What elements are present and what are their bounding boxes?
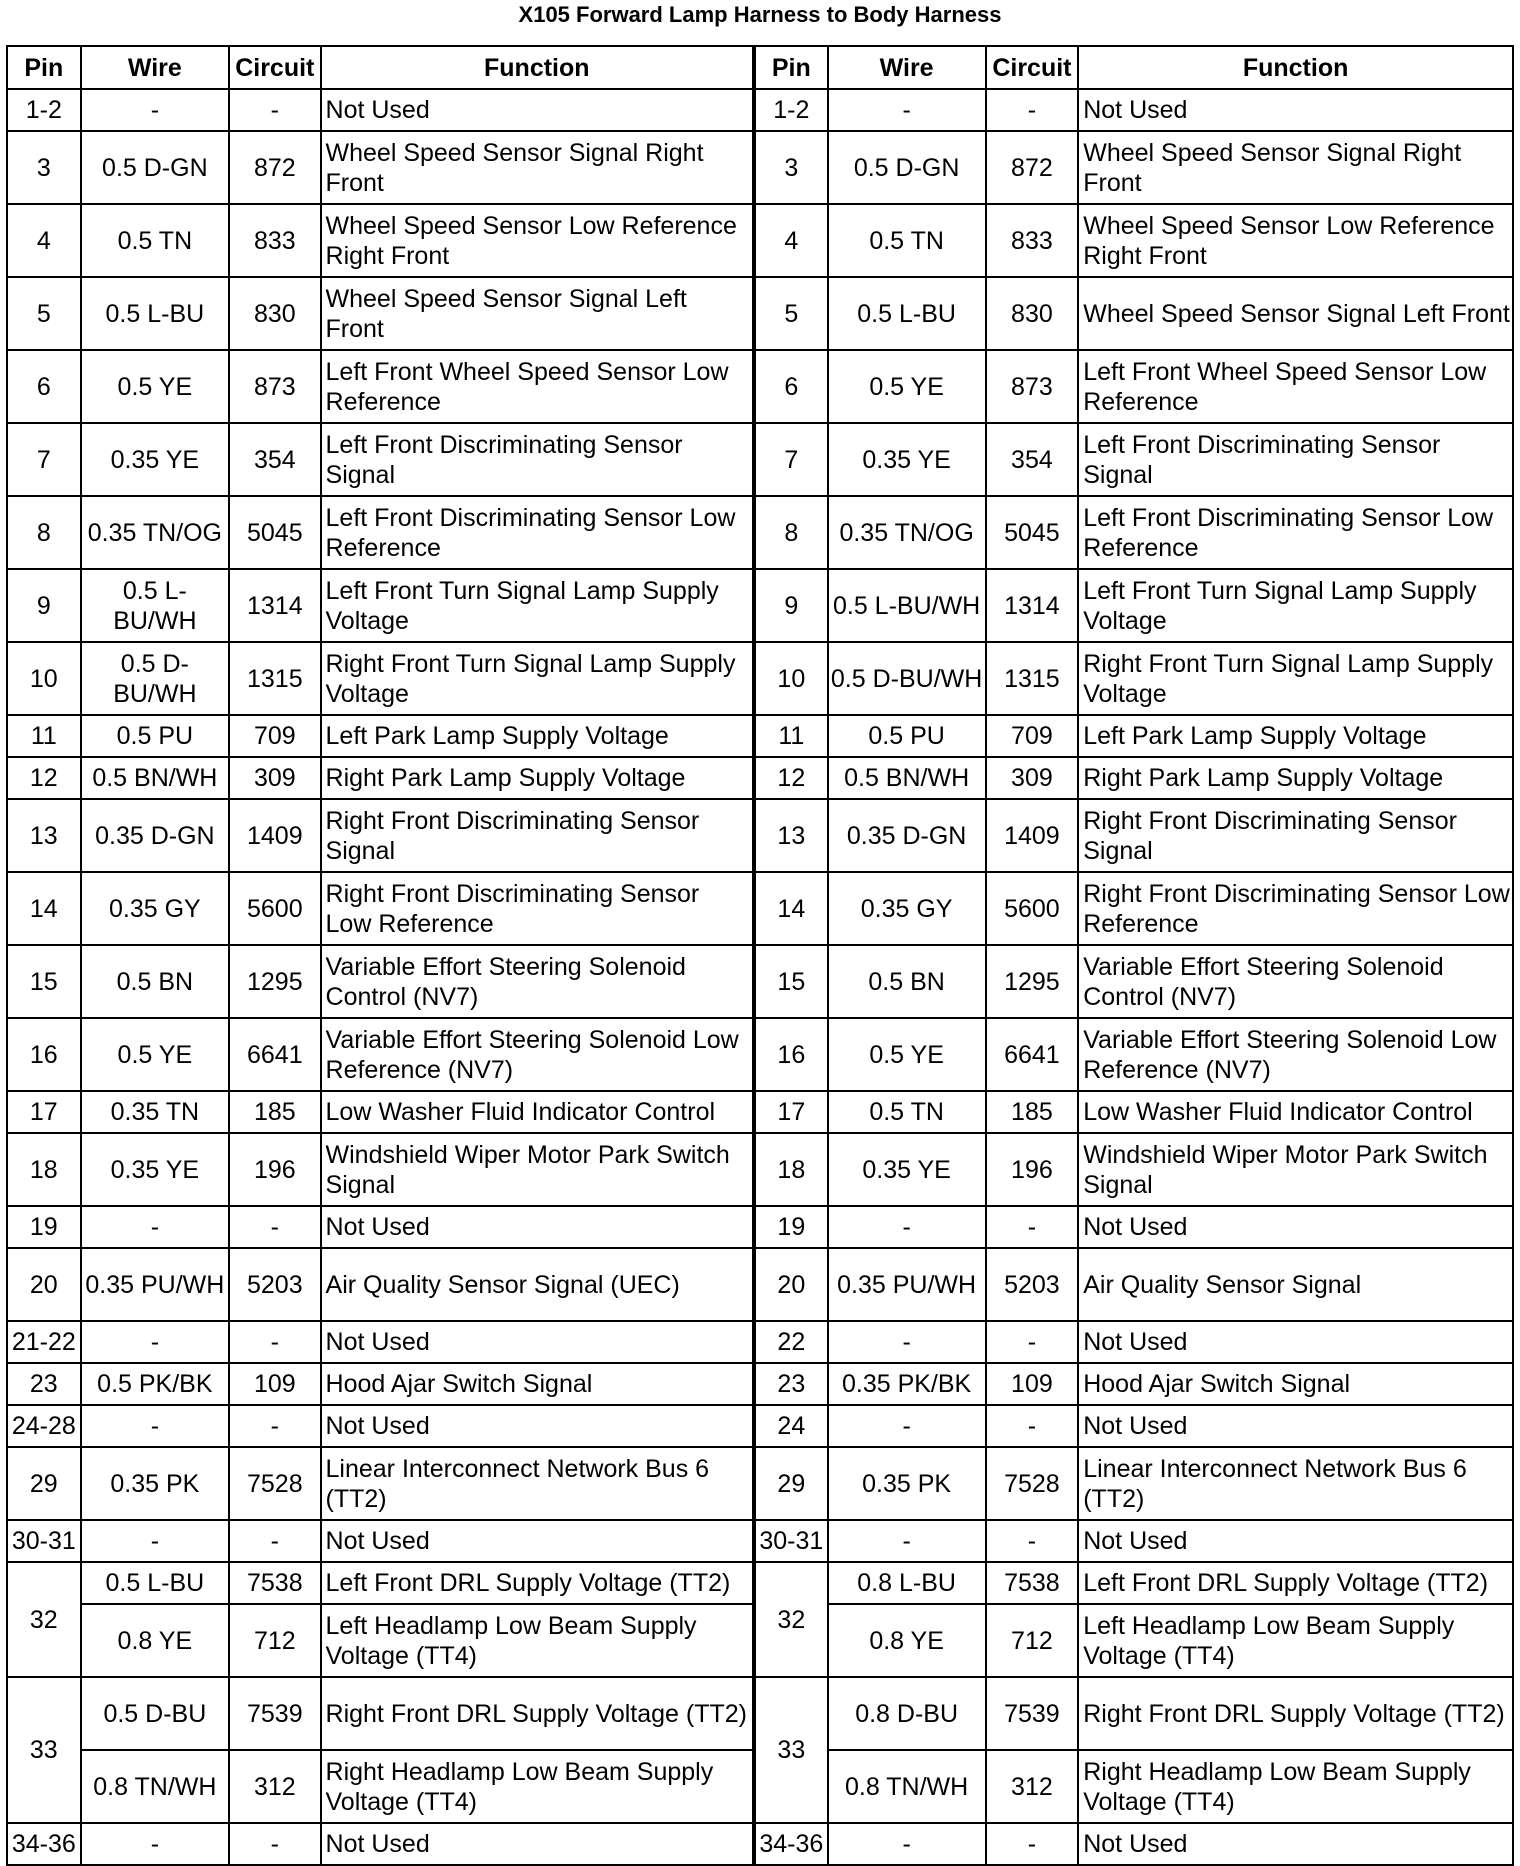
cell-wire: - <box>81 1520 229 1562</box>
cell-circuit: 712 <box>986 1604 1079 1677</box>
header-wire: Wire <box>81 46 229 89</box>
cell-circuit: - <box>986 1823 1079 1865</box>
cell-circuit: 830 <box>229 277 320 350</box>
cell-wire: 0.8 YE <box>828 1604 986 1677</box>
table-row <box>7 89 1513 131</box>
cell-pin: 34-36 <box>7 1823 81 1865</box>
cell-function: Wheel Speed Sensor Signal Left Front <box>321 277 755 350</box>
table-row <box>7 1562 1513 1604</box>
cell-circuit: - <box>229 1405 320 1447</box>
table-row <box>7 757 1513 799</box>
cell-circuit: 7538 <box>229 1562 320 1604</box>
cell-wire: 0.35 PU/WH <box>828 1248 986 1321</box>
cell-pin: 16 <box>754 1018 828 1091</box>
cell-pin: 9 <box>7 569 81 642</box>
cell-pin: 13 <box>754 799 828 872</box>
table-row <box>7 569 1513 642</box>
cell-circuit: 5203 <box>229 1248 320 1321</box>
cell-function: Right Front DRL Supply Voltage (TT2) <box>1078 1677 1513 1750</box>
cell-circuit: 1315 <box>229 642 320 715</box>
cell-pin: 32 <box>754 1562 828 1677</box>
cell-wire: 0.35 PK <box>828 1447 986 1520</box>
cell-circuit: 196 <box>986 1133 1079 1206</box>
cell-wire: - <box>828 1520 986 1562</box>
cell-pin: 22 <box>754 1321 828 1363</box>
cell-pin: 18 <box>7 1133 81 1206</box>
cell-function: Right Front Discriminating Sensor Signal <box>1078 799 1513 872</box>
cell-circuit: 196 <box>229 1133 320 1206</box>
cell-circuit: 6641 <box>986 1018 1079 1091</box>
cell-circuit: 833 <box>986 204 1079 277</box>
cell-circuit: 833 <box>229 204 320 277</box>
cell-circuit: 7528 <box>229 1447 320 1520</box>
cell-pin: 6 <box>7 350 81 423</box>
cell-circuit: 7538 <box>986 1562 1079 1604</box>
cell-circuit: - <box>229 1520 320 1562</box>
cell-function: Not Used <box>321 1520 755 1562</box>
cell-wire: 0.35 YE <box>81 1133 229 1206</box>
cell-function: Left Front Discriminating Sensor Signal <box>321 423 755 496</box>
cell-pin: 23 <box>754 1363 828 1405</box>
table-row <box>7 872 1513 945</box>
cell-pin: 21-22 <box>7 1321 81 1363</box>
table-row <box>7 1405 1513 1447</box>
cell-function: Not Used <box>321 89 755 131</box>
cell-function: Left Front Turn Signal Lamp Supply Voltage <box>321 569 755 642</box>
cell-pin: 12 <box>754 757 828 799</box>
cell-wire: 0.5 TN <box>828 204 986 277</box>
cell-wire: 0.5 BN <box>81 945 229 1018</box>
cell-circuit: 5600 <box>229 872 320 945</box>
cell-function: Right Front Discriminating Sensor Signal <box>321 799 755 872</box>
cell-wire: - <box>81 1206 229 1248</box>
cell-circuit: 712 <box>229 1604 320 1677</box>
cell-wire: 0.8 TN/WH <box>828 1750 986 1823</box>
cell-function: Linear Interconnect Network Bus 6 (TT2) <box>1078 1447 1513 1520</box>
cell-function: Left Front DRL Supply Voltage (TT2) <box>321 1562 755 1604</box>
cell-wire: 0.8 D-BU <box>828 1677 986 1750</box>
cell-pin: 10 <box>754 642 828 715</box>
cell-function: Windshield Wiper Motor Park Switch Signal <box>1078 1133 1513 1206</box>
cell-circuit: 109 <box>229 1363 320 1405</box>
table-row <box>7 1321 1513 1363</box>
cell-pin: 23 <box>7 1363 81 1405</box>
cell-pin: 7 <box>7 423 81 496</box>
table-row <box>7 277 1513 350</box>
cell-function: Low Washer Fluid Indicator Control <box>1078 1091 1513 1133</box>
table-row <box>7 799 1513 872</box>
cell-function: Left Front Wheel Speed Sensor Low Reference <box>1078 350 1513 423</box>
cell-pin: 5 <box>7 277 81 350</box>
cell-circuit: - <box>229 89 320 131</box>
pin-rows <box>7 89 1513 1865</box>
cell-circuit: 1295 <box>986 945 1079 1018</box>
cell-pin: 3 <box>754 131 828 204</box>
table-row <box>7 1520 1513 1562</box>
cell-pin: 18 <box>754 1133 828 1206</box>
cell-pin: 30-31 <box>7 1520 81 1562</box>
cell-wire: 0.5 BN/WH <box>828 757 986 799</box>
cell-pin: 14 <box>754 872 828 945</box>
cell-pin: 1-2 <box>7 89 81 131</box>
cell-function: Left Front Discriminating Sensor Low Reference <box>1078 496 1513 569</box>
cell-wire: 0.35 D-GN <box>828 799 986 872</box>
cell-function: Left Park Lamp Supply Voltage <box>1078 715 1513 757</box>
table-row <box>7 1248 1513 1321</box>
cell-function: Left Front Discriminating Sensor Low Reference <box>321 496 755 569</box>
cell-pin: 3 <box>7 131 81 204</box>
cell-function: Hood Ajar Switch Signal <box>1078 1363 1513 1405</box>
cell-circuit: 1315 <box>986 642 1079 715</box>
cell-pin: 11 <box>7 715 81 757</box>
cell-pin: 24 <box>754 1405 828 1447</box>
table-row <box>7 1133 1513 1206</box>
cell-wire: 0.5 BN/WH <box>81 757 229 799</box>
cell-wire: 0.35 GY <box>828 872 986 945</box>
cell-function: Right Front Turn Signal Lamp Supply Voltage <box>1078 642 1513 715</box>
cell-wire: 0.5 YE <box>81 350 229 423</box>
cell-circuit: 1409 <box>229 799 320 872</box>
cell-function: Linear Interconnect Network Bus 6 (TT2) <box>321 1447 755 1520</box>
cell-function: Not Used <box>1078 1321 1513 1363</box>
cell-function: Left Park Lamp Supply Voltage <box>321 715 755 757</box>
cell-function: Left Headlamp Low Beam Supply Voltage (TT4) <box>321 1604 755 1677</box>
table-row <box>7 1091 1513 1133</box>
cell-wire: 0.5 PU <box>828 715 986 757</box>
cell-pin: 5 <box>754 277 828 350</box>
cell-wire: 0.5 L-BU <box>81 277 229 350</box>
cell-function: Not Used <box>1078 1823 1513 1865</box>
cell-wire: 0.35 D-GN <box>81 799 229 872</box>
cell-pin: 7 <box>754 423 828 496</box>
connector-pinout-table <box>6 45 1514 1866</box>
cell-wire: 0.35 TN/OG <box>81 496 229 569</box>
cell-wire: 0.35 TN <box>81 1091 229 1133</box>
cell-circuit: 354 <box>986 423 1079 496</box>
cell-wire: 0.5 D-GN <box>828 131 986 204</box>
cell-circuit: 309 <box>986 757 1079 799</box>
cell-pin: 15 <box>754 945 828 1018</box>
cell-pin: 33 <box>754 1677 828 1823</box>
cell-wire: 0.5 D-BU <box>81 1677 229 1750</box>
cell-circuit: - <box>229 1823 320 1865</box>
page-title: X105 Forward Lamp Harness to Body Harness <box>518 2 1002 27</box>
cell-wire: 0.35 YE <box>828 1133 986 1206</box>
cell-pin: 29 <box>7 1447 81 1520</box>
cell-circuit: - <box>229 1206 320 1248</box>
table-row <box>7 204 1513 277</box>
cell-pin: 29 <box>754 1447 828 1520</box>
cell-function: Right Front Discriminating Sensor Low Reference <box>321 872 755 945</box>
table-row <box>7 945 1513 1018</box>
header-pin: Pin <box>754 46 828 89</box>
cell-wire: 0.5 BN <box>828 945 986 1018</box>
cell-function: Not Used <box>1078 1405 1513 1447</box>
cell-pin: 33 <box>7 1677 81 1823</box>
header-circuit: Circuit <box>229 46 320 89</box>
cell-wire: 0.5 L-BU <box>828 277 986 350</box>
table-row <box>7 1823 1513 1865</box>
cell-function: Right Park Lamp Supply Voltage <box>321 757 755 799</box>
cell-circuit: 5045 <box>229 496 320 569</box>
cell-function: Windshield Wiper Motor Park Switch Signal <box>321 1133 755 1206</box>
cell-circuit: 1314 <box>986 569 1079 642</box>
cell-pin: 24-28 <box>7 1405 81 1447</box>
cell-circuit: 709 <box>229 715 320 757</box>
cell-circuit: 1295 <box>229 945 320 1018</box>
cell-circuit: 709 <box>986 715 1079 757</box>
cell-wire: - <box>81 1823 229 1865</box>
table-row <box>7 642 1513 715</box>
cell-circuit: 872 <box>229 131 320 204</box>
cell-pin: 20 <box>7 1248 81 1321</box>
cell-wire: - <box>828 89 986 131</box>
table-row <box>7 1447 1513 1520</box>
cell-circuit: 309 <box>229 757 320 799</box>
cell-pin: 13 <box>7 799 81 872</box>
cell-function: Left Front Wheel Speed Sensor Low Reference <box>321 350 755 423</box>
cell-wire: 0.5 TN <box>828 1091 986 1133</box>
table-row <box>7 1018 1513 1091</box>
table-row <box>7 1363 1513 1405</box>
cell-function: Not Used <box>321 1321 755 1363</box>
cell-wire: 0.5 D-GN <box>81 131 229 204</box>
cell-function: Air Quality Sensor Signal (UEC) <box>321 1248 755 1321</box>
header-pin: Pin <box>7 46 81 89</box>
cell-wire: - <box>81 89 229 131</box>
cell-pin: 11 <box>754 715 828 757</box>
cell-wire: 0.5 PK/BK <box>81 1363 229 1405</box>
header-row <box>7 46 1513 89</box>
cell-wire: 0.5 L-BU <box>81 1562 229 1604</box>
cell-pin: 10 <box>7 642 81 715</box>
cell-function: Variable Effort Steering Solenoid Low Reference (NV7) <box>1078 1018 1513 1091</box>
cell-function: Left Front DRL Supply Voltage (TT2) <box>1078 1562 1513 1604</box>
cell-function: Not Used <box>1078 89 1513 131</box>
cell-pin: 30-31 <box>754 1520 828 1562</box>
cell-circuit: 354 <box>229 423 320 496</box>
cell-function: Wheel Speed Sensor Signal Left Front <box>1078 277 1513 350</box>
cell-wire: - <box>81 1405 229 1447</box>
cell-pin: 19 <box>754 1206 828 1248</box>
cell-pin: 20 <box>754 1248 828 1321</box>
cell-wire: - <box>828 1321 986 1363</box>
cell-wire: 0.35 PU/WH <box>81 1248 229 1321</box>
cell-wire: 0.5 YE <box>828 1018 986 1091</box>
cell-circuit: 312 <box>229 1750 320 1823</box>
cell-function: Wheel Speed Sensor Low Reference Right Front <box>1078 204 1513 277</box>
cell-pin: 32 <box>7 1562 81 1677</box>
header-function: Function <box>1078 46 1513 89</box>
cell-circuit: 5203 <box>986 1248 1079 1321</box>
cell-function: Right Front DRL Supply Voltage (TT2) <box>321 1677 755 1750</box>
cell-wire: 0.35 YE <box>81 423 229 496</box>
cell-circuit: 873 <box>986 350 1079 423</box>
header-function: Function <box>321 46 755 89</box>
cell-pin: 14 <box>7 872 81 945</box>
cell-function: Not Used <box>1078 1206 1513 1248</box>
cell-pin: 17 <box>754 1091 828 1133</box>
cell-wire: - <box>81 1321 229 1363</box>
table-row <box>7 496 1513 569</box>
cell-function: Right Park Lamp Supply Voltage <box>1078 757 1513 799</box>
cell-circuit: 1409 <box>986 799 1079 872</box>
cell-wire: - <box>828 1206 986 1248</box>
table-row <box>7 1206 1513 1248</box>
cell-circuit: 830 <box>986 277 1079 350</box>
cell-function: Wheel Speed Sensor Low Reference Right Front <box>321 204 755 277</box>
cell-wire: 0.5 D-BU/WH <box>828 642 986 715</box>
cell-pin: 8 <box>7 496 81 569</box>
cell-wire: 0.8 YE <box>81 1604 229 1677</box>
cell-wire: - <box>828 1823 986 1865</box>
cell-wire: 0.5 YE <box>81 1018 229 1091</box>
cell-pin: 17 <box>7 1091 81 1133</box>
table-row <box>7 423 1513 496</box>
cell-wire: 0.35 GY <box>81 872 229 945</box>
cell-pin: 16 <box>7 1018 81 1091</box>
cell-wire: 0.5 L-BU/WH <box>81 569 229 642</box>
cell-pin: 34-36 <box>754 1823 828 1865</box>
cell-wire: 0.5 TN <box>81 204 229 277</box>
cell-pin: 15 <box>7 945 81 1018</box>
cell-function: Right Headlamp Low Beam Supply Voltage (TT4) <box>1078 1750 1513 1823</box>
cell-function: Right Headlamp Low Beam Supply Voltage (TT4) <box>321 1750 755 1823</box>
cell-function: Hood Ajar Switch Signal <box>321 1363 755 1405</box>
cell-circuit: 5600 <box>986 872 1079 945</box>
cell-function: Low Washer Fluid Indicator Control <box>321 1091 755 1133</box>
cell-function: Right Front Turn Signal Lamp Supply Voltage <box>321 642 755 715</box>
cell-pin: 6 <box>754 350 828 423</box>
cell-wire: - <box>828 1405 986 1447</box>
cell-wire: 0.35 YE <box>828 423 986 496</box>
cell-function: Not Used <box>321 1206 755 1248</box>
header-wire: Wire <box>828 46 986 89</box>
cell-wire: 0.35 PK/BK <box>828 1363 986 1405</box>
cell-function: Right Front Discriminating Sensor Low Reference <box>1078 872 1513 945</box>
cell-function: Air Quality Sensor Signal <box>1078 1248 1513 1321</box>
table-row <box>7 350 1513 423</box>
cell-pin: 19 <box>7 1206 81 1248</box>
cell-pin: 4 <box>754 204 828 277</box>
cell-wire: 0.5 L-BU/WH <box>828 569 986 642</box>
cell-function: Not Used <box>321 1405 755 1447</box>
cell-circuit: 873 <box>229 350 320 423</box>
cell-wire: 0.8 L-BU <box>828 1562 986 1604</box>
cell-function: Left Front Turn Signal Lamp Supply Voltage <box>1078 569 1513 642</box>
cell-circuit: 1314 <box>229 569 320 642</box>
cell-circuit: 6641 <box>229 1018 320 1091</box>
table-row <box>7 715 1513 757</box>
cell-wire: 0.5 PU <box>81 715 229 757</box>
cell-circuit: 7528 <box>986 1447 1079 1520</box>
cell-circuit: 7539 <box>229 1677 320 1750</box>
table-row <box>7 1677 1513 1750</box>
cell-function: Left Headlamp Low Beam Supply Voltage (TT4) <box>1078 1604 1513 1677</box>
cell-function: Wheel Speed Sensor Signal Right Front <box>1078 131 1513 204</box>
cell-function: Variable Effort Steering Solenoid Control (NV7) <box>321 945 755 1018</box>
cell-wire: 0.35 TN/OG <box>828 496 986 569</box>
cell-function: Variable Effort Steering Solenoid Low Reference (NV7) <box>321 1018 755 1091</box>
cell-circuit: - <box>986 1405 1079 1447</box>
header-circuit: Circuit <box>986 46 1079 89</box>
cell-pin: 9 <box>754 569 828 642</box>
cell-wire: 0.35 PK <box>81 1447 229 1520</box>
cell-function: Variable Effort Steering Solenoid Control (NV7) <box>1078 945 1513 1018</box>
cell-circuit: 872 <box>986 131 1079 204</box>
cell-pin: 8 <box>754 496 828 569</box>
cell-circuit: - <box>986 89 1079 131</box>
cell-pin: 1-2 <box>754 89 828 131</box>
cell-circuit: 312 <box>986 1750 1079 1823</box>
cell-function: Left Front Discriminating Sensor Signal <box>1078 423 1513 496</box>
cell-wire: 0.8 TN/WH <box>81 1750 229 1823</box>
cell-function: Not Used <box>321 1823 755 1865</box>
cell-circuit: 185 <box>986 1091 1079 1133</box>
cell-circuit: - <box>986 1520 1079 1562</box>
cell-circuit: 185 <box>229 1091 320 1133</box>
cell-circuit: 109 <box>986 1363 1079 1405</box>
cell-circuit: - <box>986 1206 1079 1248</box>
cell-circuit: 7539 <box>986 1677 1079 1750</box>
cell-function: Not Used <box>1078 1520 1513 1562</box>
cell-wire: 0.5 D-BU/WH <box>81 642 229 715</box>
cell-circuit: - <box>229 1321 320 1363</box>
cell-pin: 12 <box>7 757 81 799</box>
table-row <box>7 131 1513 204</box>
cell-pin: 4 <box>7 204 81 277</box>
cell-circuit: - <box>986 1321 1079 1363</box>
cell-function: Wheel Speed Sensor Signal Right Front <box>321 131 755 204</box>
cell-wire: 0.5 YE <box>828 350 986 423</box>
cell-circuit: 5045 <box>986 496 1079 569</box>
